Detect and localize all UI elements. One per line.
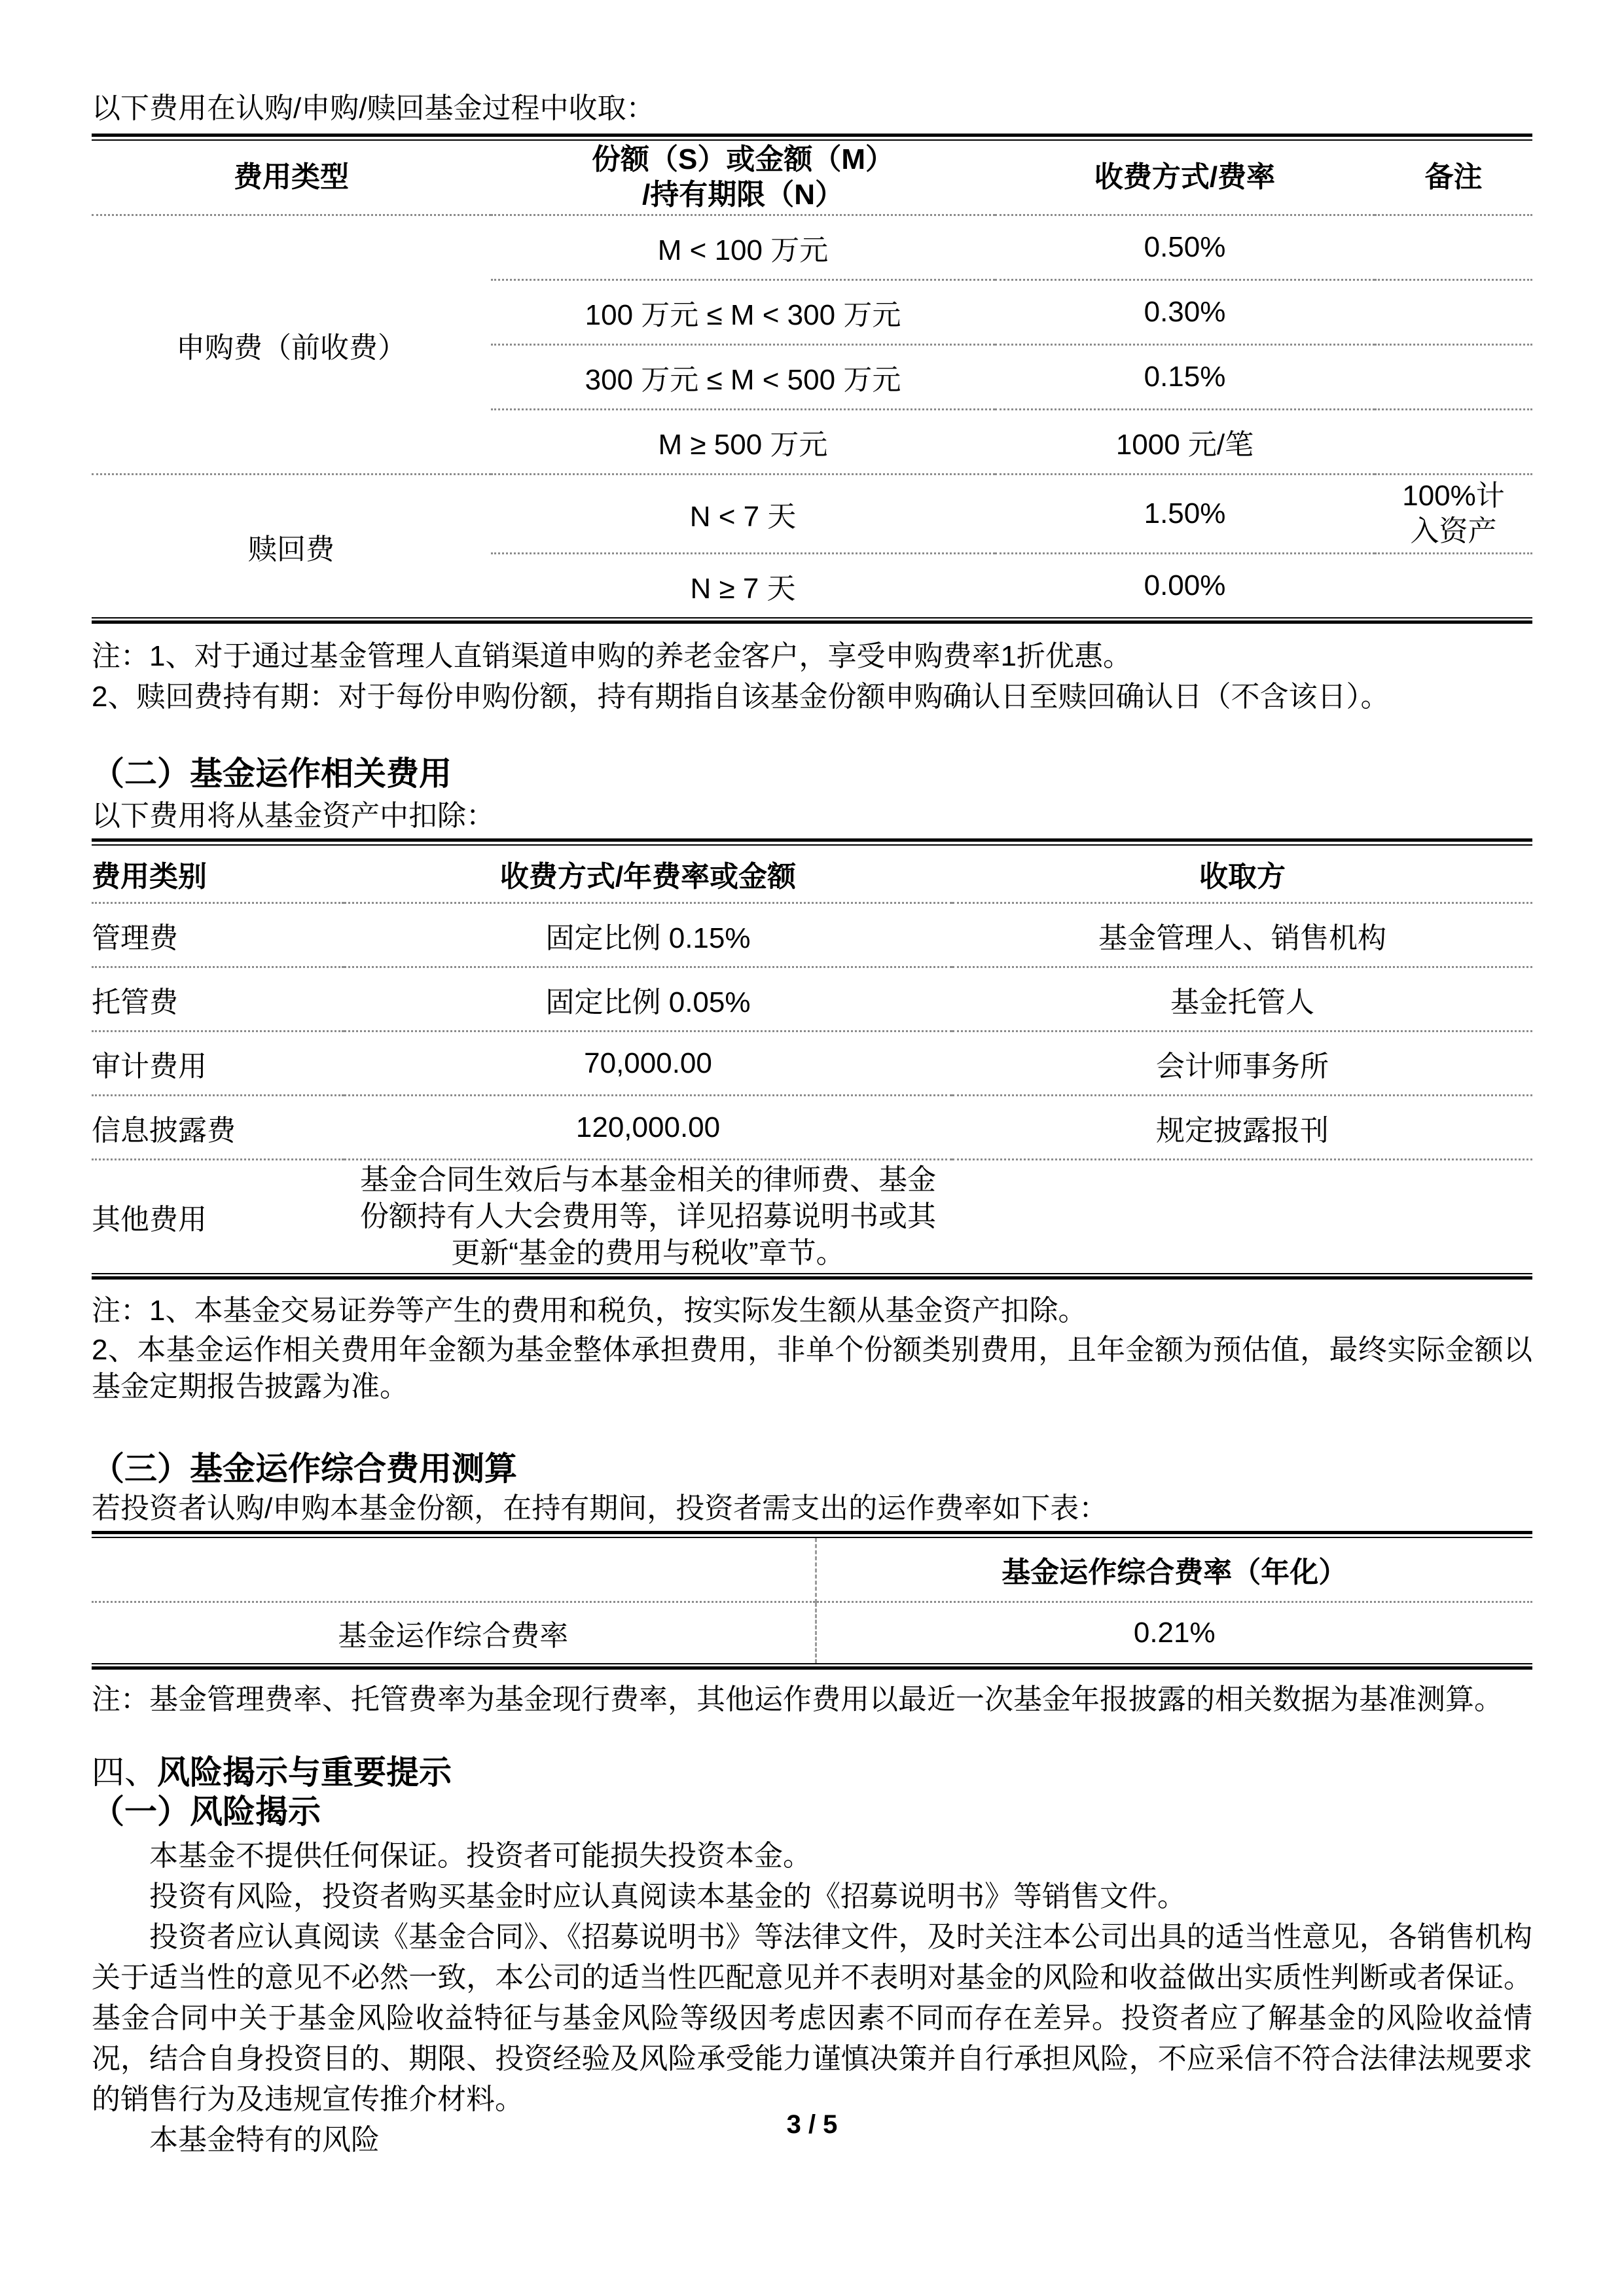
fee-collection-intro: 以下费用在认购/申购/赎回基金过程中收取：: [92, 92, 655, 124]
table-row: [92, 215, 1532, 280]
table-bottom-border: [92, 1663, 1532, 1670]
composite-fee-note: 注：基金管理费率、托管费率为基金现行费率，其他运作费用以最近一次基金年报披露的相关数据为基准测算。: [92, 1683, 1503, 1715]
section-number: 四、: [92, 1754, 157, 1791]
remark-cell: [1375, 475, 1532, 554]
remark-cell: [1375, 345, 1532, 410]
category-cell: 其他费用: [92, 1204, 207, 1236]
table-bottom-border: [92, 1273, 1532, 1280]
method-cell: 120,000.00: [344, 1096, 952, 1160]
col-header-method: 收费方式/年费率或金额: [344, 846, 952, 903]
remark-cell: [1375, 280, 1532, 345]
col-header-tier-line1: 份额（S）或金额（M）: [592, 143, 894, 175]
table-row: [92, 475, 1532, 554]
table-row: [92, 1031, 1532, 1096]
tier-cell: 100 万元 ≤ M < 300 万元: [491, 280, 995, 345]
table-row: [92, 1160, 1532, 1274]
fee-table-note-1: 注：1、对于通过基金管理人直销渠道申购的养老金客户，享受申购费率1折优惠。: [92, 640, 1132, 672]
method-cell: 70,000.00: [344, 1031, 952, 1096]
method-cell: 固定比例 0.05%: [344, 967, 952, 1031]
section-heading-composite-fee: （三）基金运作综合费用测算: [92, 1450, 517, 1487]
operating-fee-note-2: 2、本基金运作相关费用年金额为基金整体承担费用，非单个份额类别费用，且年金额为预估值，最终实际金额以基金定期报告披露为准。: [92, 1334, 1532, 1403]
receiver-cell: 基金托管人: [952, 967, 1532, 1031]
method-cell: 固定比例 0.15%: [344, 903, 952, 967]
receiver-cell: 规定披露报刊: [952, 1096, 1532, 1160]
rate-cell: 0.50%: [995, 215, 1375, 280]
tier-cell: N ≥ 7 天: [690, 573, 796, 605]
tier-cell: M ≥ 500 万元: [491, 410, 995, 475]
col-header-annualized-rate: 基金运作综合费率（年化）: [816, 1538, 1532, 1602]
table-top-border: [92, 1531, 1532, 1538]
risk-paragraph: 投资者应认真阅读《基金合同》、《招募说明书》等法律文件，及时关注本公司出具的适当性意见，各销售机构关于适当性的意见不必然一致，本公司的适当性匹配意见并不表明对基金的风险和收益做出实质性判断或者保证。基金合同中关于基金风险收益特征与基金风险等级因考虑因素不同而存在差异。投资者应了解基金的风险收益情况，结合自身投资目的、期限、投资经验及风险承受能力谨慎决策并自行承担风险，不应采信不符合法律法规要求的销售行为及违规宣传推介材料。: [92, 1921, 1532, 2115]
section-heading-risk-disclosure: [92, 1753, 1532, 1791]
col-header-category: 费用类别: [92, 846, 344, 903]
risk-paragraph: 本基金不提供任何保证。投资者可能损失投资本金。: [149, 1840, 812, 1872]
risk-paragraph: 投资有风险，投资者购买基金时应认真阅读本基金的《招募说明书》等销售文件。: [149, 1880, 1186, 1912]
composite-fee-intro: 若投资者认购/申购本基金份额，在持有期间，投资者需支出的运作费率如下表：: [92, 1492, 1108, 1524]
page-number: 3 / 5: [786, 2110, 838, 2139]
subscription-redemption-fee-table: [92, 141, 1532, 617]
tier-cell: N < 7 天: [491, 475, 995, 554]
remark-cell: [1375, 410, 1532, 475]
table-row: [92, 903, 1532, 967]
category-cell: 审计费用: [92, 1031, 344, 1096]
tier-cell: M < 100 万元: [491, 215, 995, 280]
table-top-border: [92, 838, 1532, 846]
rate-cell: 1000 元/笔: [995, 410, 1375, 475]
operating-fees-intro: 以下费用将从基金资产中扣除：: [92, 800, 495, 832]
col-header-tier-line2: /持有期限（N）: [642, 179, 844, 211]
method-cell: [344, 1160, 952, 1274]
col-header-rate: 收费方式/费率: [995, 141, 1375, 215]
empty-header-cell: [92, 1538, 816, 1602]
rate-cell: 0.15%: [995, 345, 1375, 410]
composite-rate-label: 基金运作综合费率: [338, 1620, 569, 1652]
fee-type-cell: 赎回费: [248, 533, 334, 565]
table-top-border: [92, 134, 1532, 141]
receiver-cell: 会计师事务所: [952, 1031, 1532, 1096]
category-cell: 管理费: [92, 903, 344, 967]
table-header-row: [92, 141, 1532, 215]
composite-rate-value: 0.21%: [816, 1602, 1532, 1664]
col-header-tier: [491, 141, 995, 215]
table-header-row: [92, 846, 1532, 903]
operating-fee-table: [92, 846, 1532, 1273]
risk-paragraph: 本基金特有的风险: [149, 2124, 380, 2156]
remark-text: 100%计入资产: [1402, 480, 1505, 547]
col-header-fee-type: 费用类型: [92, 141, 491, 215]
rate-cell: 1.50%: [995, 475, 1375, 554]
table-bottom-border: [92, 617, 1532, 624]
tier-cell: 300 万元 ≤ M < 500 万元: [491, 345, 995, 410]
fee-table-note-2: 2、赎回费持有期：对于每份申购份额，持有期指自该基金份额申购确认日至赎回确认日（不含该日）。: [92, 681, 1390, 713]
rate-cell: 0.00%: [1144, 569, 1226, 601]
table-row: [92, 1602, 1532, 1664]
operating-fee-note-1: 注：1、本基金交易证券等产生的费用和税负，按实际发生额从基金资产扣除。: [92, 1295, 1087, 1327]
table-header-row: [92, 1538, 1532, 1602]
subsection-heading-risk: （一）风险揭示: [92, 1793, 321, 1830]
receiver-cell: [952, 1160, 1532, 1274]
composite-fee-table: [92, 1538, 1532, 1663]
remark-cell: [1375, 554, 1532, 618]
col-header-receiver: 收取方: [952, 846, 1532, 903]
table-row: [92, 1096, 1532, 1160]
category-cell: 信息披露费: [92, 1096, 344, 1160]
section-title: 风险揭示与重要提示: [157, 1754, 452, 1791]
remark-cell: [1375, 215, 1532, 280]
table-row: [92, 967, 1532, 1031]
other-fee-description: 基金合同生效后与本基金相关的律师费、基金份额持有人大会费用等，详见招募说明书或其更新“基金的费用与税收”章节。: [360, 1164, 936, 1269]
receiver-cell: 基金管理人、销售机构: [952, 903, 1532, 967]
category-cell: 托管费: [92, 967, 344, 1031]
rate-cell: 0.30%: [995, 280, 1375, 345]
col-header-remark: 备注: [1375, 141, 1532, 215]
section-heading-operating-fees: （二）基金运作相关费用: [92, 755, 452, 792]
fee-type-cell: 申购费（前收费）: [92, 215, 491, 475]
